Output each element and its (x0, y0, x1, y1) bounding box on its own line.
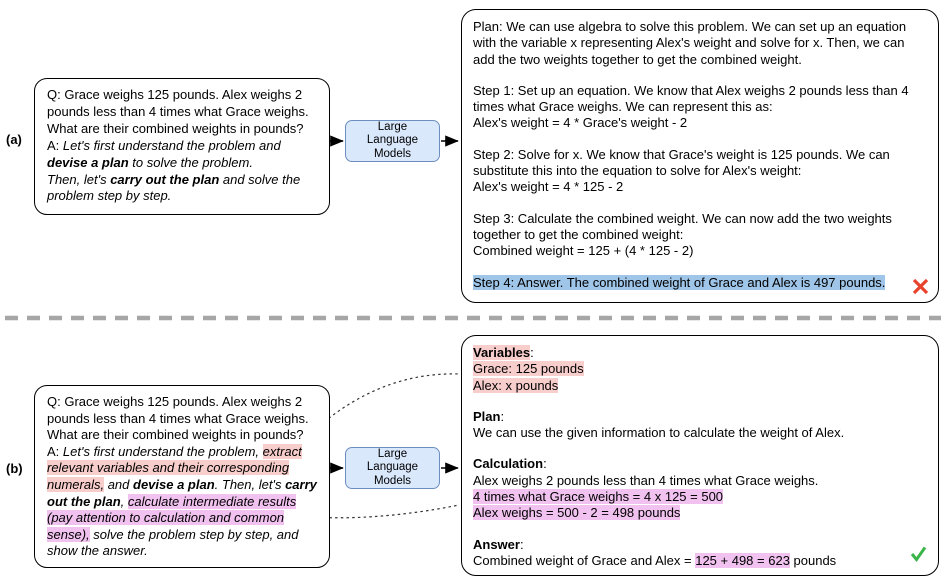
panel-b-output-text (473, 345, 927, 569)
text-segment: Alex weighs = 500 - 2 = 498 pounds (473, 505, 681, 521)
rich-paragraph (473, 19, 927, 68)
text-segment: calculate intermediate results (pay attention to calculation and common sense), (47, 493, 297, 542)
text-segment: : (519, 536, 524, 552)
text-segment: Plan (473, 408, 501, 424)
text-segment: Q: Grace weighs 125 pounds. Alex weighs 2 pounds less than 4 times what Grace weighs. What are their combined weights in pounds? (47, 87, 309, 136)
text-segment: Alex: x pounds (473, 377, 559, 393)
text-segment: : (500, 408, 505, 424)
text-segment: Alex's weight = 4 * 125 - 2 (473, 179, 624, 195)
text-segment: extract relevant variables and their corresponding numerals, (47, 443, 302, 492)
text-segment: . Then, let's (214, 476, 286, 492)
text-segment: and (104, 476, 133, 492)
text-segment: Plan: We can use algebra to solve this problem. We can set up an equation with the variable x representing Alex's weight and solve for x. Then, we can add the two weights together to get the combined weight. (473, 19, 907, 67)
rich-paragraph (473, 275, 927, 291)
rich-paragraph (47, 444, 317, 560)
text-segment: devise a plan (47, 154, 129, 170)
text-segment: We can use the given information to calculate the weight of Alex. (473, 425, 845, 441)
text-segment: Combined weight of Grace and Alex = (473, 552, 696, 568)
rich-paragraph (473, 211, 927, 260)
panel-b-label: (b) (6, 461, 23, 476)
text-segment: Step 1: Set up an equation. We know that Alex weighs 2 pounds less than 4 times what Grace weighs. We can represent this as: (473, 82, 909, 115)
text-segment: carry out the plan (110, 171, 220, 187)
rich-paragraph (473, 456, 927, 521)
text-segment: Variables (473, 345, 531, 360)
text-segment: Combined weight = 125 + (4 * 125 - 2) (473, 243, 694, 259)
text-segment: A: (47, 443, 63, 459)
text-segment: : (543, 456, 547, 472)
text-segment: Step 2: Solve for x. We know that Grace's weight is 125 pounds. We can substitute this into the equation to solve for Alex's weight: (473, 146, 890, 179)
text-segment: Let's first understand the problem, (62, 443, 263, 459)
incorrect-cross-icon (912, 278, 929, 295)
text-segment: Let's first understand the problem and (62, 137, 281, 153)
panel-a-label: (a) (6, 132, 22, 147)
rich-paragraph (47, 87, 317, 138)
rich-paragraph (473, 409, 927, 442)
panel-a-question-box (34, 78, 330, 215)
panel-b-llm-label: Large Language Models (366, 447, 419, 487)
text-segment: devise a plan (133, 476, 215, 492)
text-segment: pounds (789, 552, 837, 568)
text-segment: Step 3: Calculate the combined weight. We can now add the two weights together to get the combined weight: (473, 210, 892, 242)
rich-paragraph (47, 394, 317, 444)
rich-paragraph (473, 147, 927, 196)
rich-paragraph (47, 138, 317, 172)
text-segment: Q: Grace weighs 125 pounds. Alex weighs 2 pounds less than 4 times what Grace weighs. What are their combined weights in pounds? (47, 394, 309, 443)
text-segment: Answer (473, 536, 520, 552)
text-segment: Then, let's (47, 171, 111, 187)
panel-a-output-box (461, 9, 939, 303)
text-segment: carry out the plan (47, 476, 317, 509)
text-segment: Alex weighs 2 pounds less than 4 times what Grace weighs. (473, 472, 819, 488)
panel-a-output-text (473, 19, 927, 291)
correct-check-icon (910, 545, 927, 562)
rich-paragraph (473, 83, 927, 132)
text-segment: 4 times what Grace weighs = 4 x 125 = 500 (473, 489, 724, 505)
text-segment: Alex's weight = 4 * Grace's weight - 2 (473, 115, 688, 131)
text-segment: solve the problem step by step, and show the answer. (47, 526, 299, 559)
text-segment: Step 4: Answer. The combined weight of Grace and Alex is 497 pounds. (473, 274, 886, 290)
rich-paragraph (473, 537, 927, 570)
panel-a-llm-label: Large Language Models (366, 120, 419, 160)
panel-b-llm-box (345, 447, 440, 489)
panel-b-question-box (34, 385, 330, 568)
text-segment: and solve the problem step by step. (47, 171, 301, 204)
panel-b-output-box (461, 335, 939, 576)
text-segment: , (120, 493, 128, 509)
text-segment: to solve the problem. (128, 154, 253, 170)
rich-paragraph (47, 172, 317, 206)
text-segment: A: (47, 137, 63, 153)
text-segment: Grace: 125 pounds (473, 361, 584, 377)
panel-a-llm-box (345, 120, 440, 162)
rich-paragraph (473, 345, 927, 394)
text-segment: 125 + 498 = 623 (695, 552, 790, 568)
text-segment: : (530, 345, 534, 360)
text-segment: Calculation (473, 456, 544, 472)
